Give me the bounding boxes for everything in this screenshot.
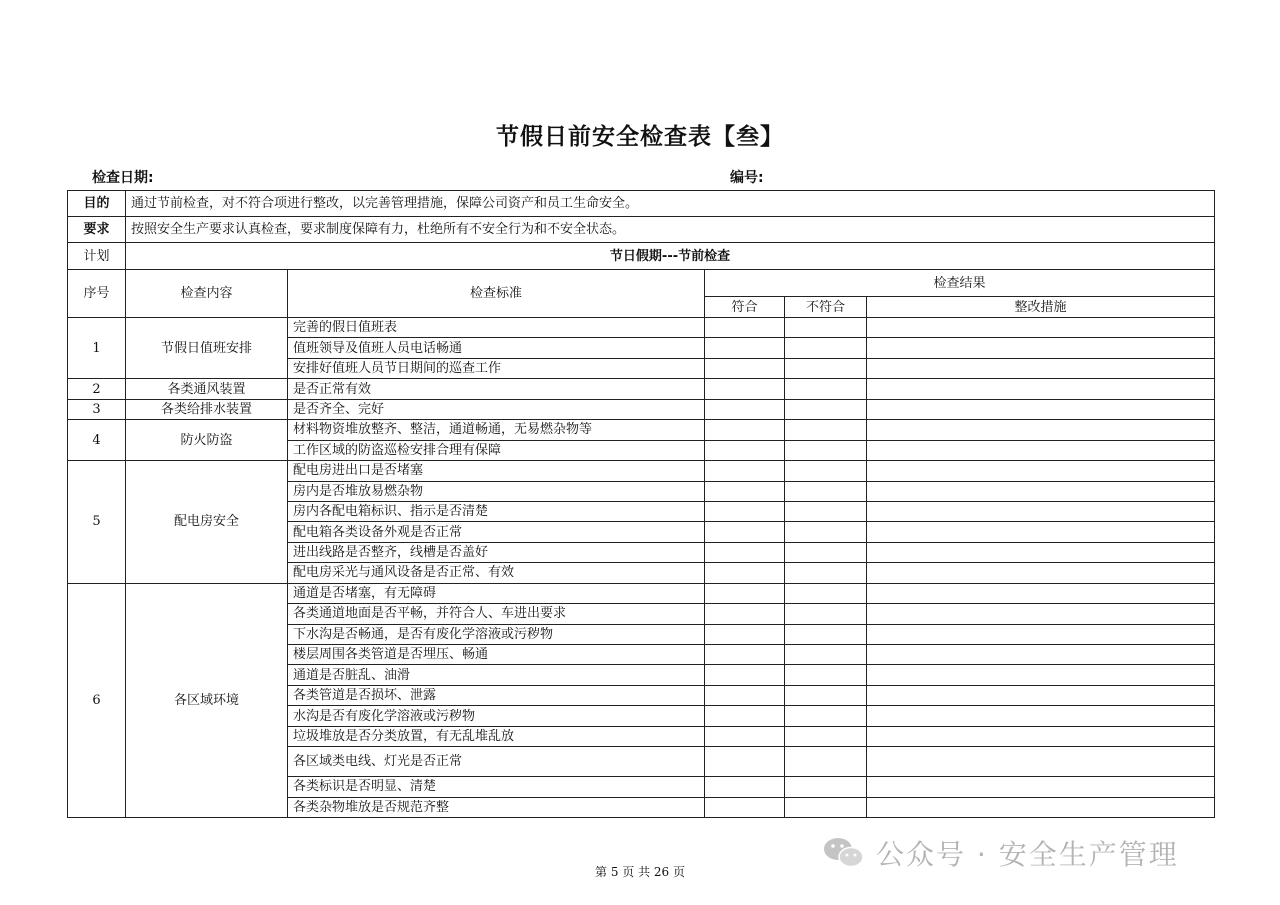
rectify-cell[interactable] — [867, 777, 1215, 797]
watermark-text: 公众号 · 安全生产管理 — [876, 838, 1179, 871]
rectify-cell[interactable] — [867, 797, 1215, 817]
serial-number-label: 编号: — [730, 170, 764, 186]
purpose-label: 目的 — [68, 191, 126, 217]
plan-row — [68, 243, 1215, 270]
item-content: 节假日值班安排 — [126, 318, 288, 379]
purpose-text: 通过节前检查，对不符合项进行整改，以完善管理措施，保障公司资产和员工生命安全。 — [126, 191, 1215, 217]
conform-cell[interactable] — [705, 665, 785, 685]
item-standard: 水沟是否有废化学溶液或污秽物 — [288, 706, 705, 726]
item-standard: 配电房进出口是否堵塞 — [288, 461, 705, 481]
item-standard: 是否齐全、完好 — [288, 399, 705, 419]
conform-cell[interactable] — [705, 797, 785, 817]
nonconform-cell[interactable] — [785, 706, 867, 726]
table-row — [68, 583, 1215, 603]
conform-cell[interactable] — [705, 379, 785, 399]
item-standard: 是否正常有效 — [288, 379, 705, 399]
table-row — [68, 461, 1215, 481]
rectify-cell[interactable] — [867, 440, 1215, 460]
nonconform-cell[interactable] — [785, 522, 867, 542]
nonconform-cell[interactable] — [785, 358, 867, 378]
header-row — [68, 270, 1215, 297]
conform-cell[interactable] — [705, 399, 785, 419]
conform-cell[interactable] — [705, 706, 785, 726]
conform-cell[interactable] — [705, 624, 785, 644]
item-standard: 各类标识是否明显、清楚 — [288, 777, 705, 797]
item-standard: 房内是否堆放易燃杂物 — [288, 481, 705, 501]
rectify-cell[interactable] — [867, 563, 1215, 583]
requirement-row — [68, 217, 1215, 243]
nonconform-cell[interactable] — [785, 440, 867, 460]
rectify-cell[interactable] — [867, 583, 1215, 603]
rectify-cell[interactable] — [867, 379, 1215, 399]
item-content: 各类通风装置 — [126, 379, 288, 399]
rectify-cell[interactable] — [867, 645, 1215, 665]
item-standard: 通道是否堵塞，有无障碍 — [288, 583, 705, 603]
rectify-cell[interactable] — [867, 522, 1215, 542]
inspection-table — [67, 190, 1215, 818]
rectify-cell[interactable] — [867, 726, 1215, 746]
wechat-icon — [822, 835, 866, 871]
rectify-cell[interactable] — [867, 665, 1215, 685]
conform-cell[interactable] — [705, 747, 785, 777]
conform-cell[interactable] — [705, 338, 785, 358]
plan-label: 计划 — [68, 243, 126, 270]
conform-cell[interactable] — [705, 501, 785, 521]
conform-cell[interactable] — [705, 542, 785, 562]
item-seq: 6 — [68, 583, 126, 817]
nonconform-cell[interactable] — [785, 420, 867, 440]
header-seq: 序号 — [68, 270, 126, 318]
rectify-cell[interactable] — [867, 624, 1215, 644]
conform-cell[interactable] — [705, 440, 785, 460]
conform-cell[interactable] — [705, 685, 785, 705]
rectify-cell[interactable] — [867, 542, 1215, 562]
nonconform-cell[interactable] — [785, 542, 867, 562]
nonconform-cell[interactable] — [785, 726, 867, 746]
nonconform-cell[interactable] — [785, 797, 867, 817]
plan-text: 节日假期---节前检查 — [126, 243, 1215, 270]
item-standard: 工作区域的防盗巡检安排合理有保障 — [288, 440, 705, 460]
nonconform-cell[interactable] — [785, 777, 867, 797]
rectify-cell[interactable] — [867, 604, 1215, 624]
check-date-label: 检查日期: — [92, 170, 154, 186]
conform-cell[interactable] — [705, 461, 785, 481]
table-row — [68, 318, 1215, 338]
conform-cell[interactable] — [705, 420, 785, 440]
header-content: 检查内容 — [126, 270, 288, 318]
nonconform-cell[interactable] — [785, 379, 867, 399]
item-standard: 值班领导及值班人员电话畅通 — [288, 338, 705, 358]
item-seq: 4 — [68, 420, 126, 461]
nonconform-cell[interactable] — [785, 318, 867, 338]
item-standard: 材料物资堆放整齐、整洁，通道畅通，无易燃杂物等 — [288, 420, 705, 440]
rectify-cell[interactable] — [867, 461, 1215, 481]
nonconform-cell[interactable] — [785, 665, 867, 685]
item-standard: 垃圾堆放是否分类放置，有无乱堆乱放 — [288, 726, 705, 746]
conform-cell[interactable] — [705, 604, 785, 624]
nonconform-cell[interactable] — [785, 461, 867, 481]
item-seq: 2 — [68, 379, 126, 399]
rectify-cell[interactable] — [867, 420, 1215, 440]
conform-cell[interactable] — [705, 563, 785, 583]
header-result: 检查结果 — [705, 270, 1215, 297]
item-standard: 配电箱各类设备外观是否正常 — [288, 522, 705, 542]
item-content: 各区域环境 — [126, 583, 288, 817]
conform-cell[interactable] — [705, 522, 785, 542]
table-row — [68, 379, 1215, 399]
nonconform-cell[interactable] — [785, 481, 867, 501]
table-row — [68, 399, 1215, 419]
item-standard: 下水沟是否畅通，是否有废化学溶液或污秽物 — [288, 624, 705, 644]
item-content: 各类给排水装置 — [126, 399, 288, 419]
nonconform-cell[interactable] — [785, 399, 867, 419]
page-footer: 第 5 页 共 26 页 — [595, 865, 685, 879]
rectify-cell[interactable] — [867, 747, 1215, 777]
item-standard: 房内各配电箱标识、指示是否清楚 — [288, 501, 705, 521]
nonconform-cell[interactable] — [785, 645, 867, 665]
conform-cell[interactable] — [705, 358, 785, 378]
item-standard: 通道是否脏乱、油滑 — [288, 665, 705, 685]
rectify-cell[interactable] — [867, 399, 1215, 419]
item-standard: 安排好值班人员节日期间的巡查工作 — [288, 358, 705, 378]
item-seq: 5 — [68, 461, 126, 584]
conform-cell[interactable] — [705, 645, 785, 665]
item-standard: 各类杂物堆放是否规范齐整 — [288, 797, 705, 817]
watermark — [822, 833, 1179, 873]
rectify-cell[interactable] — [867, 501, 1215, 521]
item-standard: 各类管道是否损坏、泄露 — [288, 685, 705, 705]
item-seq: 1 — [68, 318, 126, 379]
item-standard: 完善的假日值班表 — [288, 318, 705, 338]
item-content: 防火防盗 — [126, 420, 288, 461]
rectify-cell[interactable] — [867, 338, 1215, 358]
nonconform-cell[interactable] — [785, 338, 867, 358]
requirement-text: 按照安全生产要求认真检查，要求制度保障有力，杜绝所有不安全行为和不安全状态。 — [126, 217, 1215, 243]
header-standard: 检查标准 — [288, 270, 705, 318]
nonconform-cell[interactable] — [785, 563, 867, 583]
conform-cell[interactable] — [705, 318, 785, 338]
conform-cell[interactable] — [705, 777, 785, 797]
conform-cell[interactable] — [705, 726, 785, 746]
rectify-cell[interactable] — [867, 685, 1215, 705]
nonconform-cell[interactable] — [785, 583, 867, 603]
item-content: 配电房安全 — [126, 461, 288, 584]
conform-cell[interactable] — [705, 583, 785, 603]
item-standard: 进出线路是否整齐，线槽是否盖好 — [288, 542, 705, 562]
header-rectify: 整改措施 — [867, 297, 1215, 318]
item-standard: 各区域类电线、灯光是否正常 — [288, 747, 705, 777]
rectify-cell[interactable] — [867, 318, 1215, 338]
conform-cell[interactable] — [705, 481, 785, 501]
header-nonconform: 不符合 — [785, 297, 867, 318]
item-standard: 楼层周围各类管道是否埋压、畅通 — [288, 645, 705, 665]
nonconform-cell[interactable] — [785, 685, 867, 705]
nonconform-cell[interactable] — [785, 747, 867, 777]
nonconform-cell[interactable] — [785, 604, 867, 624]
requirement-label: 要求 — [68, 217, 126, 243]
nonconform-cell[interactable] — [785, 624, 867, 644]
nonconform-cell[interactable] — [785, 501, 867, 521]
header-conform: 符合 — [705, 297, 785, 318]
table-row — [68, 420, 1215, 440]
rectify-cell[interactable] — [867, 706, 1215, 726]
rectify-cell[interactable] — [867, 481, 1215, 501]
item-seq: 3 — [68, 399, 126, 419]
item-standard: 各类通道地面是否平畅，并符合人、车进出要求 — [288, 604, 705, 624]
item-standard: 配电房采光与通风设备是否正常、有效 — [288, 563, 705, 583]
purpose-row — [68, 191, 1215, 217]
page-title: 节假日前安全检查表【叁】 — [496, 124, 784, 150]
rectify-cell[interactable] — [867, 358, 1215, 378]
